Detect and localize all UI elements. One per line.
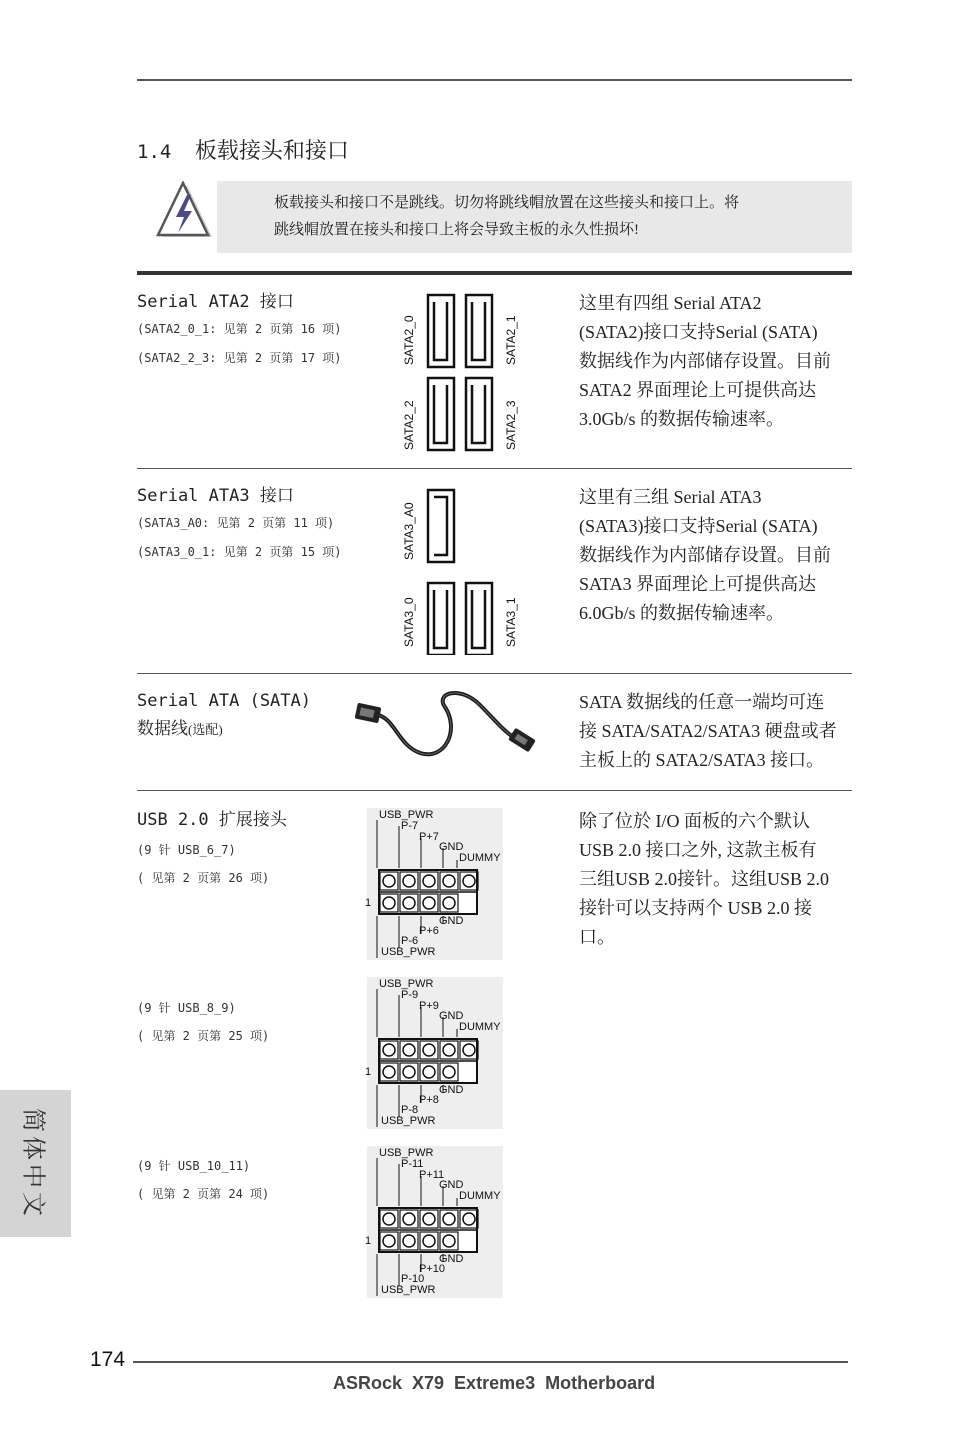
pin-label-p-plus-top: P+11 <box>419 1169 445 1181</box>
section-number: 1.4 <box>137 141 172 163</box>
usb-header-ref: ( 见第 2 页第 26 项) <box>137 871 270 885</box>
sata2-desc-line: (SATA2)接口支持Serial (SATA) <box>579 322 818 342</box>
cable-plug-left <box>355 703 382 724</box>
pin-label-p-plus-top: P+7 <box>419 831 439 843</box>
usb-pwr-label: USB_PWR <box>379 1147 434 1159</box>
pin-label-p-plus-bottom: P+8 <box>419 1094 439 1106</box>
usb-header-ref: ( 见第 2 页第 25 项) <box>137 1029 270 1043</box>
sata-cable-illustration <box>350 685 540 765</box>
sata2-description <box>579 289 831 434</box>
pin-one-label: 1 <box>365 1066 372 1078</box>
usb-description <box>579 807 829 952</box>
sata3-desc-line: 6.0Gb/s 的数据传输速率。 <box>579 603 785 623</box>
usb-header-pins: (9 针 USB_6_7) <box>137 843 236 857</box>
sata3-description <box>579 483 831 628</box>
pin-label-dummy: DUMMY <box>459 852 501 864</box>
pin-one-label: 1 <box>365 897 372 909</box>
warning-text <box>274 190 739 244</box>
warning-line-2: 跳线帽放置在接头和接口上将会导致主板的永久性损坏! <box>274 222 639 238</box>
cable-desc-line: 主板上的 SATA2/SATA3 接口。 <box>579 750 825 770</box>
sata3-ref-2: (SATA3_0_1: 见第 2 页第 15 项) <box>137 545 342 559</box>
sata2-port-2 <box>428 378 454 450</box>
sata2-ref-2: (SATA2_2_3: 见第 2 页第 17 项) <box>137 351 342 365</box>
cable-desc-line: 接 SATA/SATA2/SATA3 硬盘或者 <box>579 721 837 741</box>
sata2-port-0 <box>428 295 454 367</box>
page-number: 174 <box>90 1348 126 1371</box>
divider-3 <box>137 790 852 791</box>
cable-plug-right <box>508 728 536 753</box>
sata2-ref-1: (SATA2_0_1: 见第 2 页第 16 项) <box>137 322 342 336</box>
usb-header-diagram <box>367 977 503 1129</box>
pin-label-gnd-top: GND <box>439 1179 464 1191</box>
sata3-desc-line: 数据线作为内部储存设置。目前 <box>579 545 831 565</box>
sata3-desc-line: (SATA3)接口支持Serial (SATA) <box>579 516 818 536</box>
usb-title: USB 2.0 扩展接头 <box>137 810 287 830</box>
pin-label-p-minus-bottom: P-8 <box>401 1104 419 1116</box>
sata2-desc-line: 这里有四组 Serial ATA2 <box>579 293 762 313</box>
pin-label-p-plus-bottom: P+10 <box>419 1263 445 1275</box>
pin-label-p-plus-bottom: P+6 <box>419 925 439 937</box>
language-side-tab <box>0 1090 71 1237</box>
usb-pwr-label: USB_PWR <box>379 978 434 990</box>
usb-pwr-label-bottom: USB_PWR <box>381 1115 436 1127</box>
cable-title-2 <box>137 716 223 743</box>
sata2-label-2: SATA2_2 <box>402 400 416 450</box>
warning-icon <box>156 181 218 241</box>
usb-pwr-label-bottom: USB_PWR <box>381 1284 436 1296</box>
pin-label-gnd-bottom: GND <box>439 915 464 927</box>
footer-rule <box>133 1361 848 1363</box>
pin-one-label: 1 <box>365 1235 372 1247</box>
pin-label-dummy: DUMMY <box>459 1190 501 1202</box>
pin-label-gnd-bottom: GND <box>439 1084 464 1096</box>
sata2-title: Serial ATA2 接口 <box>137 292 294 312</box>
usb-desc-line: 口。 <box>579 927 615 947</box>
sata2-desc-line: SATA2 界面理论上可提供高达 <box>579 380 817 400</box>
pin-label-p-minus-top: P-7 <box>401 820 419 832</box>
sata3-ref-1: (SATA3_A0: 见第 2 页第 11 项) <box>137 516 335 530</box>
cable-optional: (选配) <box>188 722 223 737</box>
sata2-port-3 <box>466 378 492 450</box>
sata2-desc-line: 数据线作为内部储存设置。目前 <box>579 351 831 371</box>
sata3-port-a0 <box>428 490 454 562</box>
sata2-label-1: SATA2_1 <box>504 315 518 365</box>
usb-header-ref: ( 见第 2 页第 24 项) <box>137 1187 270 1201</box>
language-label: 简体中文 <box>19 1107 45 1220</box>
sata3-title: Serial ATA3 接口 <box>137 486 294 506</box>
sata2-label-3: SATA2_3 <box>504 400 518 450</box>
usb-desc-line: 除了位於 I/O 面板的六个默认 <box>579 811 810 831</box>
sata3-desc-line: 这里有三组 Serial ATA3 <box>579 487 762 507</box>
sata3-label-1: SATA3_1 <box>504 597 518 647</box>
top-rule <box>137 79 852 81</box>
table-top-rule <box>137 271 852 275</box>
warning-line-1: 板载接头和接口不是跳线。切勿将跳线帽放置在这些接头和接口上。将 <box>274 195 740 211</box>
section-title: 板载接头和接口 <box>194 138 349 163</box>
cable-description <box>579 688 837 775</box>
pin-label-p-minus-top: P-9 <box>401 989 419 1001</box>
usb-header-pins: (9 针 USB_10_11) <box>137 1159 251 1173</box>
usb-desc-line: USB 2.0 接口之外, 这款主板有 <box>579 840 817 860</box>
usb-header-diagram <box>367 1146 503 1298</box>
pin-label-gnd-bottom: GND <box>439 1253 464 1265</box>
usb-header-diagram <box>367 808 503 960</box>
pin-label-gnd-top: GND <box>439 1010 464 1022</box>
pin-label-p-minus-top: P-11 <box>401 1158 424 1170</box>
sata3-label-0: SATA3_0 <box>402 597 416 647</box>
usb-pwr-label-bottom: USB_PWR <box>381 946 436 958</box>
section-heading <box>137 134 349 165</box>
footer-product: ASRock X79 Extreme3 Motherboard <box>333 1373 656 1393</box>
pin-label-p-plus-top: P+9 <box>419 1000 439 1012</box>
sata2-port-1 <box>466 295 492 367</box>
cable-title-cn: 数据线 <box>137 719 188 738</box>
sata3-port-1 <box>466 583 492 655</box>
sata3-desc-line: SATA3 界面理论上可提供高达 <box>579 574 817 594</box>
sata2-desc-line: 3.0Gb/s 的数据传输速率。 <box>579 409 785 429</box>
sata2-label-0: SATA2_0 <box>402 315 416 365</box>
pin-label-p-minus-bottom: P-6 <box>401 935 419 947</box>
pin-label-gnd-top: GND <box>439 841 464 853</box>
usb-desc-line: 接针可以支持两个 USB 2.0 接 <box>579 898 813 918</box>
usb-pwr-label: USB_PWR <box>379 809 434 821</box>
pin-label-p-minus-bottom: P-10 <box>401 1273 425 1285</box>
sata3-port-0 <box>428 583 454 655</box>
usb-header-pins: (9 针 USB_8_9) <box>137 1001 236 1015</box>
pin-label-dummy: DUMMY <box>459 1021 501 1033</box>
usb-desc-line: 三组USB 2.0接针。这组USB 2.0 <box>579 869 830 889</box>
divider-1 <box>137 468 852 469</box>
sata3-label-a0: SATA3_A0 <box>402 502 416 560</box>
divider-2 <box>137 673 852 674</box>
cable-title: Serial ATA (SATA) <box>137 691 311 711</box>
cable-desc-line: SATA 数据线的任意一端均可连 <box>579 692 825 712</box>
